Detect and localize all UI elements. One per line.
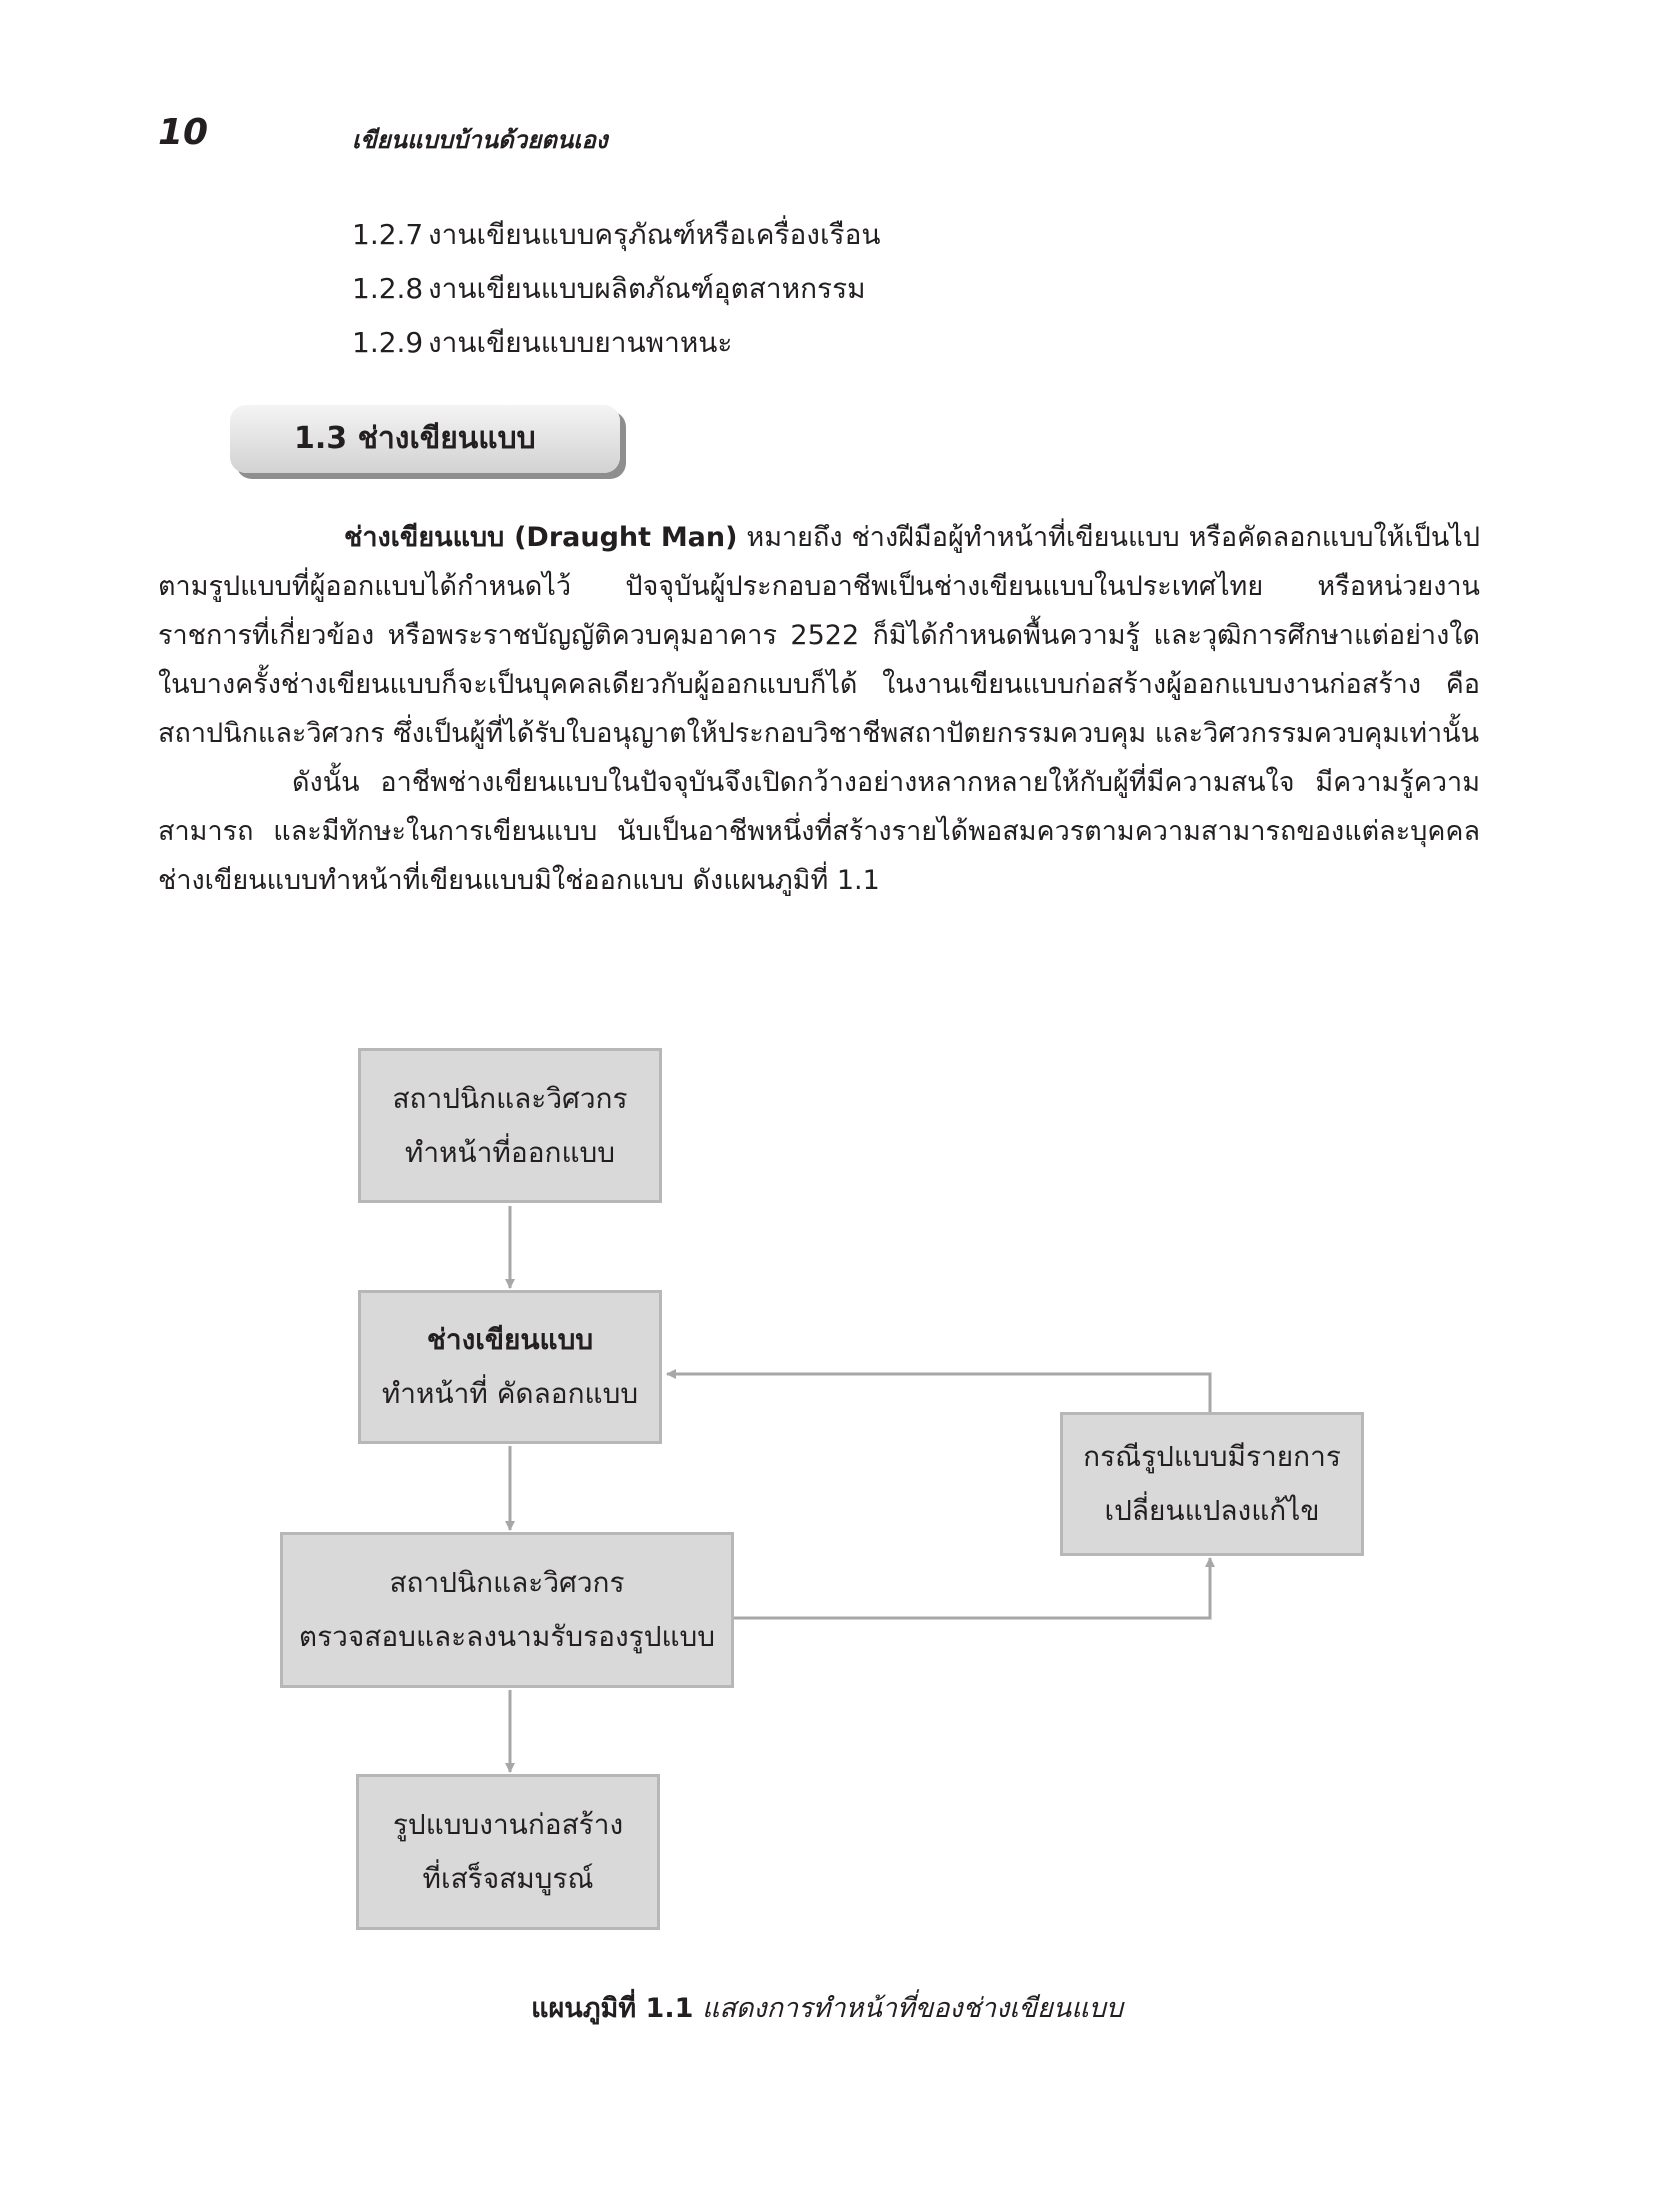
- box-line-bold: ช่างเขียนแบบ: [426, 1323, 594, 1356]
- box-line: รูปแบบงานก่อสร้าง: [392, 1808, 624, 1841]
- caption-text: แสดงการทำหน้าที่ของช่างเขียนแบบ: [701, 1993, 1123, 2024]
- caption-label: แผนภูมิที่ 1.1: [531, 1993, 694, 2024]
- list-item-text: งานเขียนแบบยานพาหนะ: [428, 326, 733, 359]
- page-number: 10: [158, 112, 209, 153]
- figure-caption: [0, 1986, 1654, 2029]
- box-architect-design: [358, 1048, 662, 1203]
- box-line: ทำหน้าที่ คัดลอกแบบ: [381, 1377, 639, 1410]
- box-line: เปลี่ยนแปลงแก้ไข: [1104, 1494, 1320, 1527]
- arrow-revision-to-draftsman: [667, 1374, 1210, 1412]
- box-revision: [1060, 1412, 1364, 1556]
- box-line: กรณีรูปแบบมีรายการ: [1083, 1440, 1341, 1473]
- box-line: ทำหน้าที่ออกแบบ: [404, 1135, 616, 1169]
- box-line: สถาปนิกและวิศวกร: [389, 1566, 625, 1599]
- box-draftsman: [358, 1290, 662, 1444]
- box-line: สถาปนิกและวิศวกร: [392, 1081, 628, 1115]
- list-item-number: 1.2.9: [352, 326, 424, 359]
- box-final-drawing: [356, 1774, 660, 1930]
- list-item-number: 1.2.7: [352, 218, 424, 251]
- paragraph: ดังนั้น อาชีพช่างเขียนแบบในปัจจุบันจึงเปิดกว้างอย่างหลากหลายให้กับผู้ที่มีความสนใจ มีความรู้ความสามารถ และมีทักษะในการเขียนแบบ นับเป็นอาชีพหนึ่งที่สร้างรายได้พอสมควรตามความสามารถของแต่ละบุคคล ช่างเขียนแบบทำหน้าที่เขียนแบบมิใช่ออกแบบ ดังแผนภูมิที่ 1.1: [158, 767, 1480, 896]
- box-architect-review: [280, 1532, 734, 1688]
- box-line: ตรวจสอบและลงนามรับรองรูปแบบ: [298, 1620, 716, 1653]
- section-heading: 1.3 ช่างเขียนแบบ: [230, 405, 620, 473]
- list-item-number: 1.2.8: [352, 272, 424, 305]
- running-header: เขียนแบบบ้านด้วยตนเอง: [352, 126, 608, 154]
- arrow-review-to-revision: [734, 1558, 1210, 1618]
- list-item-text: งานเขียนแบบผลิตภัณฑ์อุตสาหกรรม: [428, 272, 866, 305]
- box-line: ที่เสร็จสมบูรณ์: [422, 1862, 594, 1895]
- list-item-text: งานเขียนแบบครุภัณฑ์หรือเครื่องเรือน: [428, 218, 881, 251]
- paragraph-text: หมายถึง ช่างฝีมือผู้ทำหน้าที่เขียนแบบ หรือคัดลอกแบบให้เป็นไปตามรูปแบบที่ผู้ออกแบบได้กำหนดไว้ ปัจจุบันผู้ประกอบอาชีพเป็นช่างเขียนแบบในประเทศไทย หรือหน่วยงานราชการที่เกี่ยวข้อง หรือพระราชบัญญัติควบคุมอาคาร 2522 ก็มิได้กำหนดพื้นความรู้ และวุฒิการศึกษาแต่อย่างใด ในบางครั้งช่างเขียนแบบก็จะเป็นบุคคลเดียวกับผู้ออกแบบก็ได้ ในงานเขียนแบบก่อสร้างผู้ออกแบบงานก่อสร้าง คือ สถาปนิกและวิศวกร ซึ่งเป็นผู้ที่ได้รับใบอนุญาตให้ประกอบวิชาชีพสถาปัตยกรรมควบคุม และวิศวกรรมควบคุมเท่านั้น: [158, 522, 1480, 749]
- term-bold: ช่างเขียนแบบ (Draught Man): [344, 522, 738, 553]
